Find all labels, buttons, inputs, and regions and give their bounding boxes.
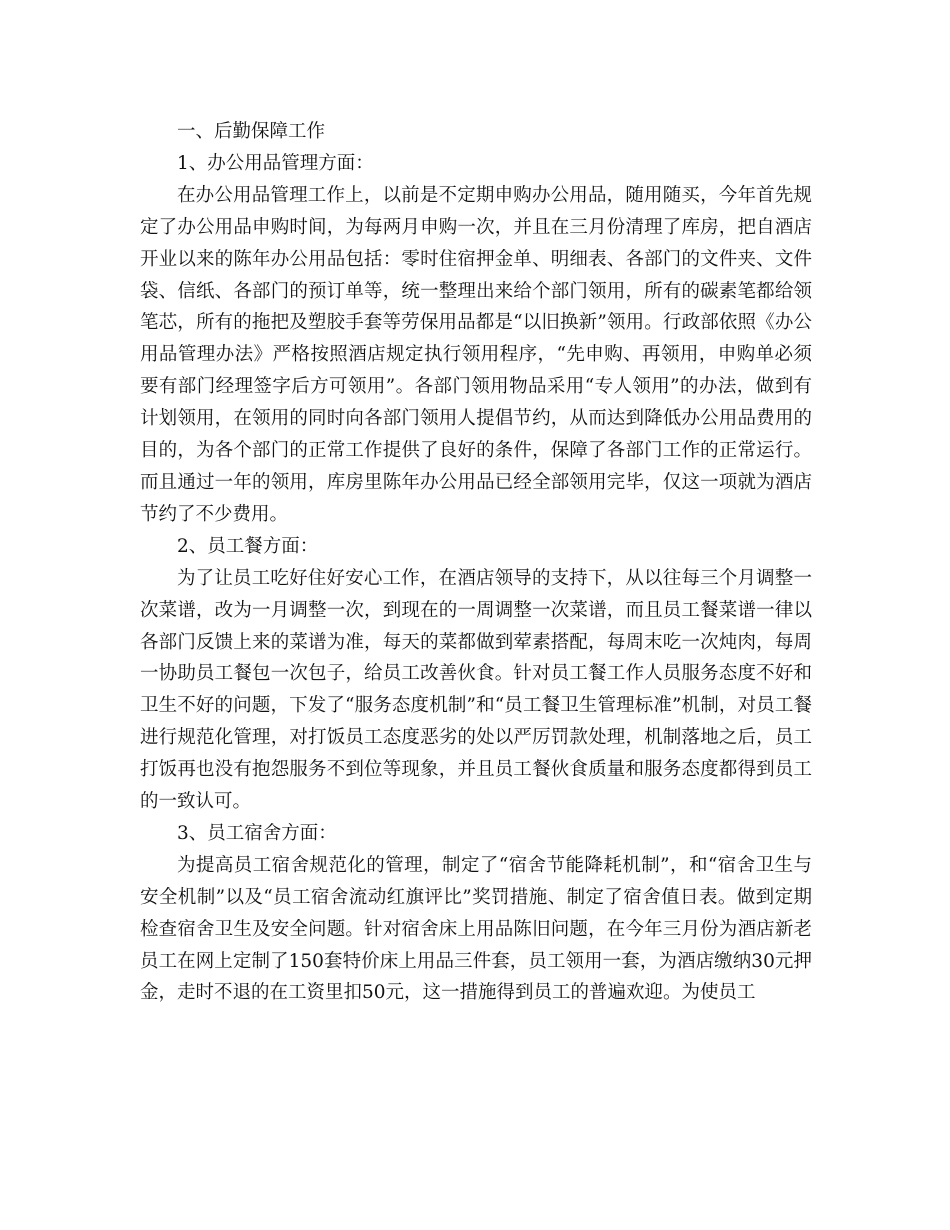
section-1-heading: 1、办公用品管理方面：: [177, 152, 374, 174]
section-3-paragraph: 为提高员工宿舍规范化的管理，制定了“宿舍节能降耗机制”，和“宿舍卫生与安全机制”以及“员工宿舍流动红旗评比”奖罚措施、制定了宿舍值日表。做到定期检查宿舍卫生及安全问题。针对宿舍床上用品陈旧问题，在今年三月份为酒店新老员工在网上定制了150套特价床上用品三件套，员工领用一套，为酒店缴纳30元押金，走时不退的在工资里扣50元，这一措施得到员工的普遍欢迎。为使员工: [140, 854, 812, 1004]
section-2-paragraph: 为了让员工吃好住好安心工作，在酒店领导的支持下，从以往每三个月调整一次菜谱，改为一月调整一次，到现在的一周调整一次菜谱，而且员工餐菜谱一律以各部门反馈上来的菜谱为准，每天的菜都做到荤素搭配，每周末吃一次炖肉，每周一协助员工餐包一次包子，给员工改善伙食。针对员工餐工作人员服务态度不好和卫生不好的问题，下发了“服务态度机制”和“员工餐卫生管理标准”机制，对员工餐进行规范化管理，对打饭员工态度恶劣的处以严厉罚款处理，机制落地之后，员工打饭再也没有抱怨服务不到位等现象，并且员工餐伙食质量和服务态度都得到员工的一致认可。: [140, 567, 812, 813]
section-3-heading: 3、员工宿舍方面：: [177, 822, 337, 844]
section-main-heading: 一、后勤保障工作: [177, 121, 326, 142]
section-2-heading: 2、员工餐方面：: [177, 535, 319, 557]
section-1-paragraph: 在办公用品管理工作上，以前是不定期申购办公用品，随用随买，今年首先规定了办公用品申购时间，为每两月申购一次，并且在三月份清理了库房，把自酒店开业以来的陈年办公用品包括：零时住宿押金单、明细表、各部门的文件夹、文件袋、信纸、各部门的预订单等，统一整理出来给个部门领用，所有的碳素笔都给领笔芯，所有的拖把及塑胶手套等劳保用品都是“以旧换新”领用。行政部依照《办公用品管理办法》严格按照酒店规定执行领用程序，“先申购、再领用，申购单必须要有部门经理签字后方可领用”。各部门领用物品采用“专人领用”的办法，做到有计划领用，在领用的同时向各部门领用人提倡节约，从而达到降低办公用品费用的目的，为各个部门的正常工作提供了良好的条件，保障了各部门工作的正常运行。而且通过一年的领用，库房里陈年办公用品已经全部领用完毕，仅这一项就为酒店节约了不少费用。: [140, 184, 812, 525]
document-body: [140, 116, 812, 1009]
